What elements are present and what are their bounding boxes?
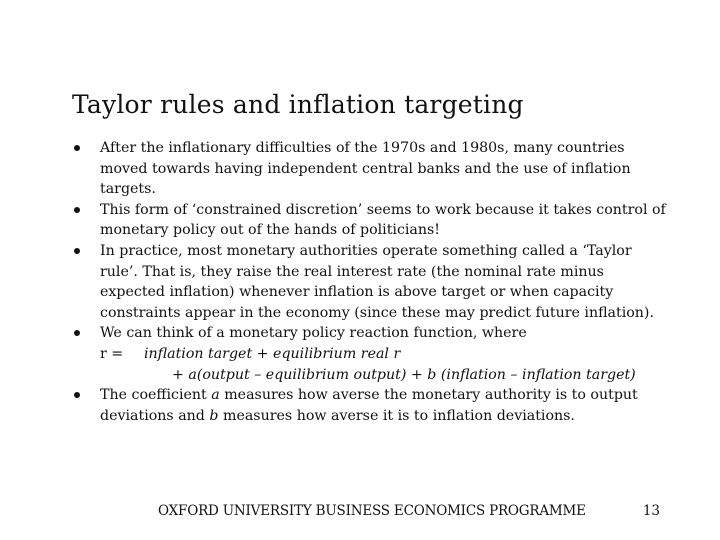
bullet-text: In practice, most monetary authorities operate something called a ‘Taylor rule’. That is, they raise the real interest rate (the nominal rate minus expected inflation) whenever inflation is above target or when capacity constraints appear in the economy (since these may predict future inflation). bbox=[100, 242, 654, 321]
bullet-item bbox=[72, 200, 672, 241]
page-number: 13 bbox=[642, 503, 660, 519]
equation-lhs: r = bbox=[100, 345, 124, 362]
equation-term-1: inflation target + equilibrium real r bbox=[144, 345, 401, 362]
bullet-list bbox=[72, 138, 672, 426]
bullet-text: measures how averse the monetary authority is to output deviations and bbox=[100, 387, 638, 424]
bullet-item bbox=[72, 241, 672, 323]
bullet-text: After the inflationary difficulties of the 1970s and 1980s, many countries moved towards having independent central banks and the use of inflation targets. bbox=[100, 140, 631, 198]
bullet-item bbox=[72, 385, 672, 426]
bullet-text: We can think of a monetary policy reaction function, where bbox=[100, 325, 527, 342]
equation-term-2: + a(output – equilibrium output) + b (inflation – inflation target) bbox=[172, 366, 636, 383]
bullet-item bbox=[72, 323, 672, 344]
coefficient-b: b bbox=[209, 407, 219, 424]
bullet-dot-icon bbox=[74, 207, 80, 213]
bullet-dot-icon bbox=[74, 145, 80, 151]
bullet-dot-icon bbox=[74, 392, 80, 398]
coefficient-a: a bbox=[211, 387, 220, 404]
bullet-text: measures how averse it is to inflation deviations. bbox=[218, 407, 575, 424]
equation-line-2 bbox=[72, 365, 672, 386]
bullet-dot-icon bbox=[74, 248, 80, 254]
slide-footer: OXFORD UNIVERSITY BUSINESS ECONOMICS PROGRAMME bbox=[158, 503, 586, 519]
bullet-item bbox=[72, 138, 672, 200]
equation-line-1 bbox=[72, 344, 672, 365]
bullet-dot-icon bbox=[74, 330, 80, 336]
bullet-text: This form of ‘constrained discretion’ seems to work because it takes control of monetary policy out of the hands of politicians! bbox=[100, 201, 666, 239]
bullet-text: The coefficient bbox=[100, 387, 212, 404]
slide-title: Taylor rules and inflation targeting bbox=[72, 90, 524, 119]
